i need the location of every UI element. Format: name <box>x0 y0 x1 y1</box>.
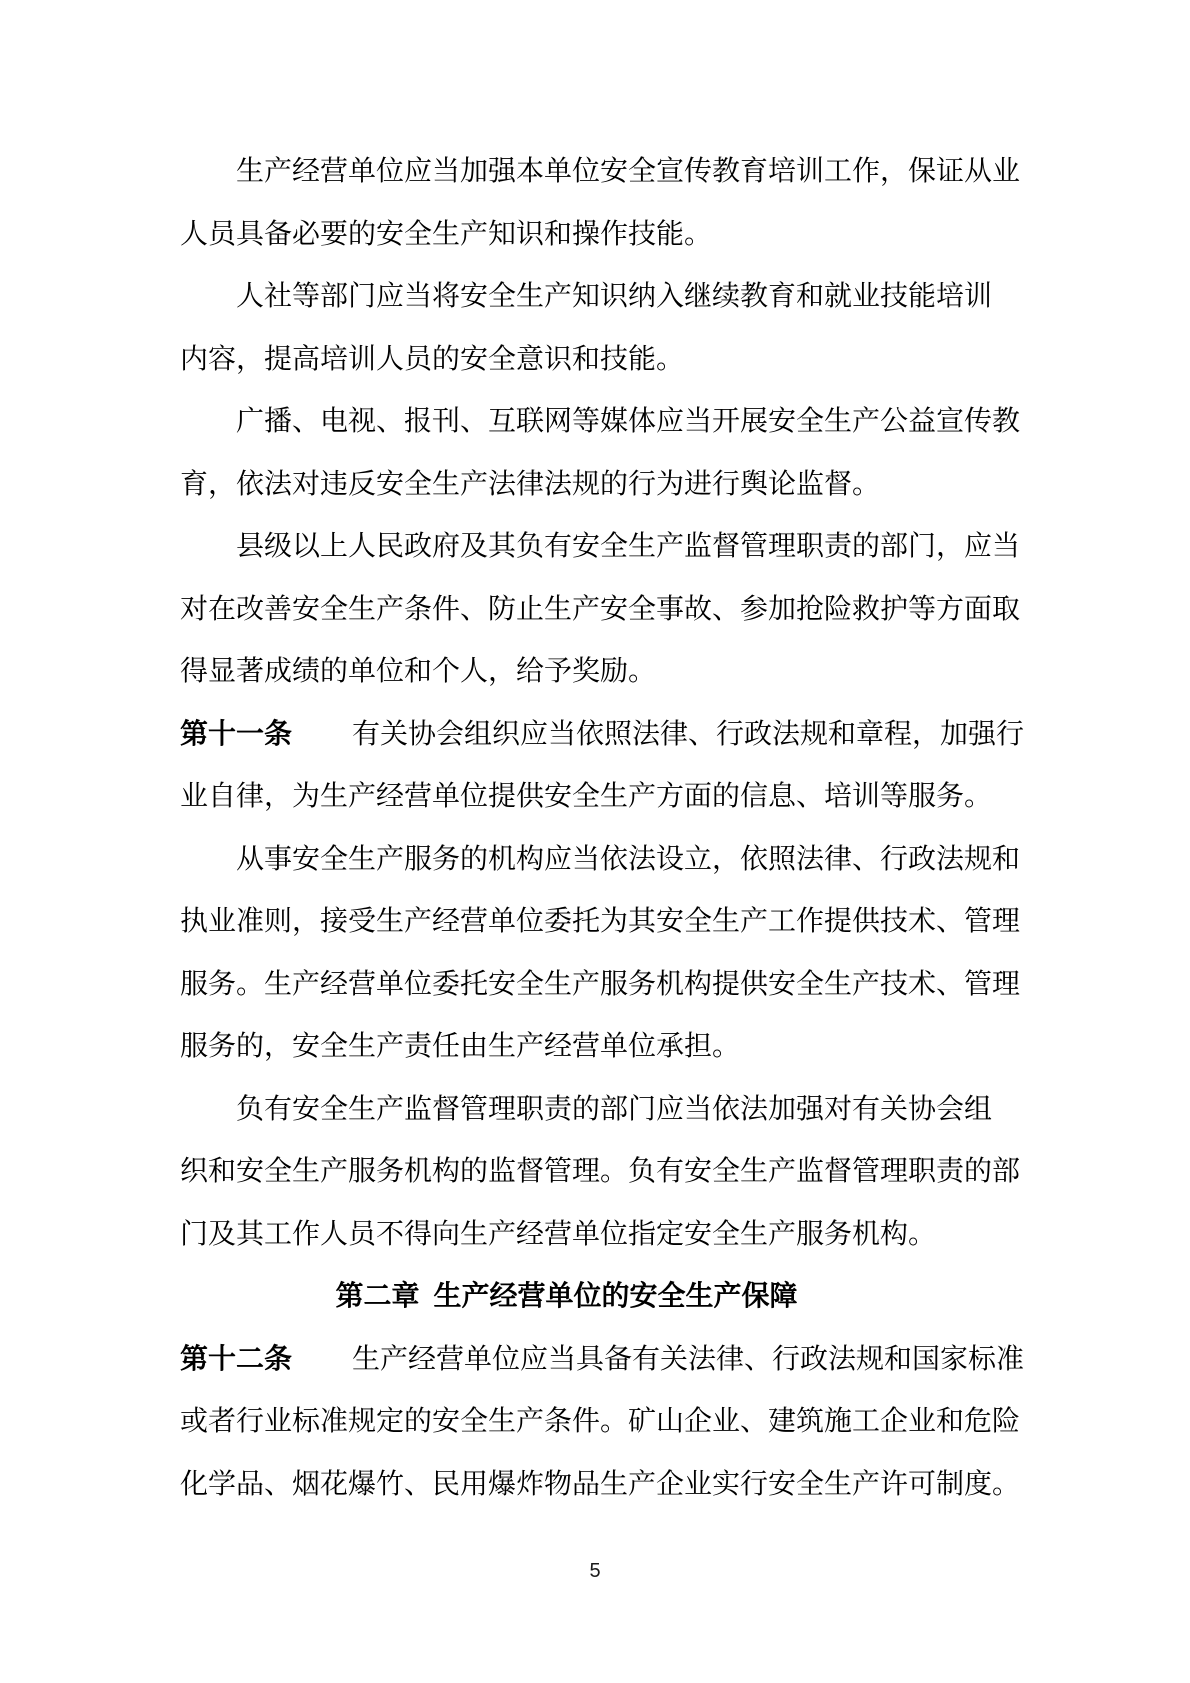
article-gap <box>292 742 352 743</box>
chapter-title: 生产经营单位的安全生产保障 <box>433 1281 798 1312</box>
article-text: 有关协会组织应当依照法律、行政法规和章程，加强行 <box>352 718 1025 750</box>
article-number: 第十一条 <box>180 718 293 750</box>
text-line: 或者行业标准规定的安全生产条件。矿山企业、建筑施工企业和危险 <box>180 1406 1021 1437</box>
article-text: 生产经营单位应当具备有关法律、行政法规和国家标准 <box>352 1343 1025 1375</box>
article-gap <box>292 1367 352 1368</box>
text-line: 服务。生产经营单位委托安全生产服务机构提供安全生产技术、管理 <box>180 968 1021 1000</box>
text-line: 从事安全生产服务的机构应当依法设立，依照法律、行政法规和 <box>236 843 1021 875</box>
page-number: 5 <box>589 1560 601 1582</box>
text-line: 化学品、烟花爆竹、民用爆炸物品生产企业实行安全生产许可制度。 <box>180 1468 1021 1500</box>
text-line: 广播、电视、报刊、互联网等媒体应当开展安全生产公益宣传教 <box>236 406 1021 437</box>
text-line: 服务的，安全生产责任由生产经营单位承担。 <box>180 1031 741 1062</box>
text-line: 对在改善安全生产条件、防止生产安全事故、参加抢险救护等方面取 <box>180 593 1021 625</box>
article-number: 第十二条 <box>180 1343 293 1375</box>
text-line: 人社等部门应当将安全生产知识纳入继续教育和就业技能培训 <box>236 281 993 312</box>
chapter-heading <box>180 1266 1025 1329</box>
text-line: 育，依法对违反安全生产法律法规的行为进行舆论监督。 <box>180 468 881 500</box>
text-line: 县级以上人民政府及其负有安全生产监督管理职责的部门，应当 <box>236 531 1021 562</box>
article-line <box>180 704 1025 767</box>
chapter-gap <box>420 1304 434 1305</box>
text-line: 内容，提高培训人员的安全意识和技能。 <box>180 343 685 375</box>
text-line: 门及其工作人员不得向生产经营单位指定安全生产服务机构。 <box>180 1218 937 1250</box>
document-text-block <box>180 141 1025 1516</box>
text-line: 业自律，为生产经营单位提供安全生产方面的信息、培训等服务。 <box>180 781 993 812</box>
text-line: 执业准则，接受生产经营单位委托为其安全生产工作提供技术、管理 <box>180 906 1021 937</box>
text-line: 负有安全生产监督管理职责的部门应当依法加强对有关协会组 <box>236 1093 993 1125</box>
article-line <box>180 1329 1025 1392</box>
chapter-number: 第二章 <box>335 1281 420 1312</box>
text-line: 织和安全生产服务机构的监督管理。负有安全生产监督管理职责的部 <box>180 1156 1021 1187</box>
text-line: 人员具备必要的安全生产知识和操作技能。 <box>180 218 713 250</box>
text-line: 得显著成绩的单位和个人，给予奖励。 <box>180 656 657 687</box>
text-line: 生产经营单位应当加强本单位安全宣传教育培训工作，保证从业 <box>236 156 1021 187</box>
